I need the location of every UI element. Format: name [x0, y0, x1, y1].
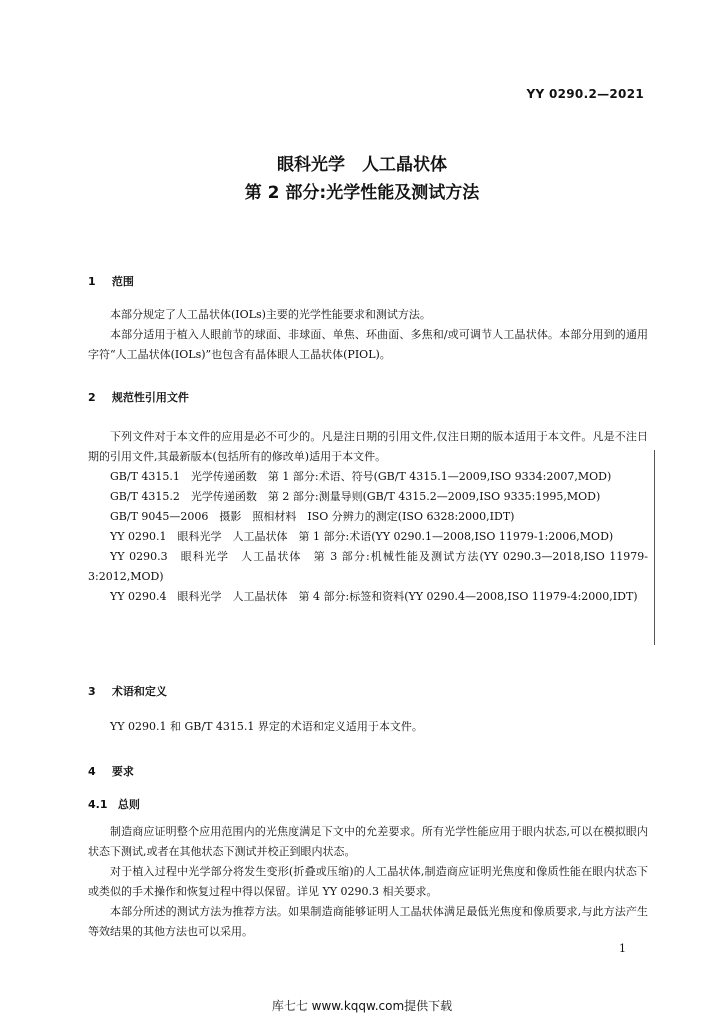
paragraph: YY 0290.1 和 GB/T 4315.1 界定的术语和定义适用于本文件。 [110, 720, 423, 733]
section-title: 术语和定义 [111, 685, 167, 698]
paragraph: 本部分规定了人工晶状体(IOLs)主要的光学性能要求和测试方法。 [110, 308, 431, 321]
reference-item: GB/T 4315.2 光学传递函数 第 2 部分:测量导则(GB/T 4315.2—2009,ISO 9335:1995,MOD) [110, 490, 601, 503]
section-number: 3 [88, 685, 96, 698]
section-number: 4.1 [88, 798, 108, 811]
reference-item: YY 0290.4 眼科光学 人工晶状体 第 4 部分:标签和资料(YY 0290.4—2008,ISO 11979-4:2000,IDT) [110, 590, 638, 603]
paragraph: 本部分所述的测试方法为推荐方法。如果制造商能够证明人工晶状体满足最低光焦度和像质要求,与此方法产生等效结果的其他方法也可以采用。 [88, 905, 648, 938]
section-heading-general [88, 796, 140, 812]
document-title-line2: 第 2 部分:光学性能及测试方法 [244, 183, 480, 203]
page-number: 1 [619, 942, 626, 955]
paragraph: 对于植入过程中光学部分将发生变形(折叠或压缩)的人工晶状体,制造商应证明光焦度和像质性能在眼内状态下或类似的手术操作和恢复过程中得以保留。详见 YY 0290.3 相关要求。 [88, 865, 648, 898]
general-body [88, 822, 648, 942]
section-title: 要求 [111, 765, 134, 778]
section-title: 规范性引用文件 [111, 391, 189, 404]
section-heading-terms [88, 683, 167, 699]
references-intro: 下列文件对于本文件的应用是必不可少的。凡是注日期的引用文件,仅注日期的版本适用于本文件。凡是不注日期的引用文件,其最新版本(包括所有的修改单)适用于本文件。 [88, 430, 648, 463]
section-number: 1 [88, 275, 96, 288]
scope-body [88, 305, 648, 365]
reference-item: YY 0290.1 眼科光学 人工晶状体 第 1 部分:术语(YY 0290.1—2008,ISO 11979-1:2006,MOD) [110, 530, 614, 543]
references-list [88, 427, 648, 607]
terms-body [88, 717, 648, 737]
section-number: 4 [88, 765, 96, 778]
standard-code: YY 0290.2—2021 [526, 87, 644, 101]
section-title: 总则 [117, 798, 140, 811]
reference-item: GB/T 9045—2006 摄影 照相材料 ISO 分辨力的测定(ISO 6328:2000,IDT) [110, 510, 515, 523]
download-footer: 库七七 www.kqqw.com提供下载 [271, 999, 453, 1013]
document-title-line1: 眼科光学 人工晶状体 [277, 155, 447, 175]
change-bar [654, 450, 655, 645]
paragraph: 本部分适用于植入人眼前节的球面、非球面、单焦、环曲面、多焦和/或可调节人工晶状体。本部分用到的通用字符“人工晶状体(IOLs)”也包含有晶体眼人工晶状体(PIOL)。 [88, 328, 648, 361]
section-title: 范围 [111, 275, 134, 288]
paragraph: 制造商应证明整个应用范围内的光焦度满足下文中的允差要求。所有光学性能应用于眼内状态,可以在模拟眼内状态下测试,或者在其他状态下测试并校正到眼内状态。 [88, 825, 648, 858]
section-heading-requirements [88, 763, 134, 779]
section-heading-normative-references [88, 389, 189, 405]
section-number: 2 [88, 391, 96, 404]
reference-item: YY 0290.3 眼科光学 人工晶状体 第 3 部分:机械性能及测试方法(YY 0290.3—2018,ISO 11979-3:2012,MOD) [88, 550, 648, 583]
section-heading-scope [88, 273, 134, 289]
reference-item: GB/T 4315.1 光学传递函数 第 1 部分:术语、符号(GB/T 4315.1—2009,ISO 9334:2007,MOD) [110, 470, 612, 483]
